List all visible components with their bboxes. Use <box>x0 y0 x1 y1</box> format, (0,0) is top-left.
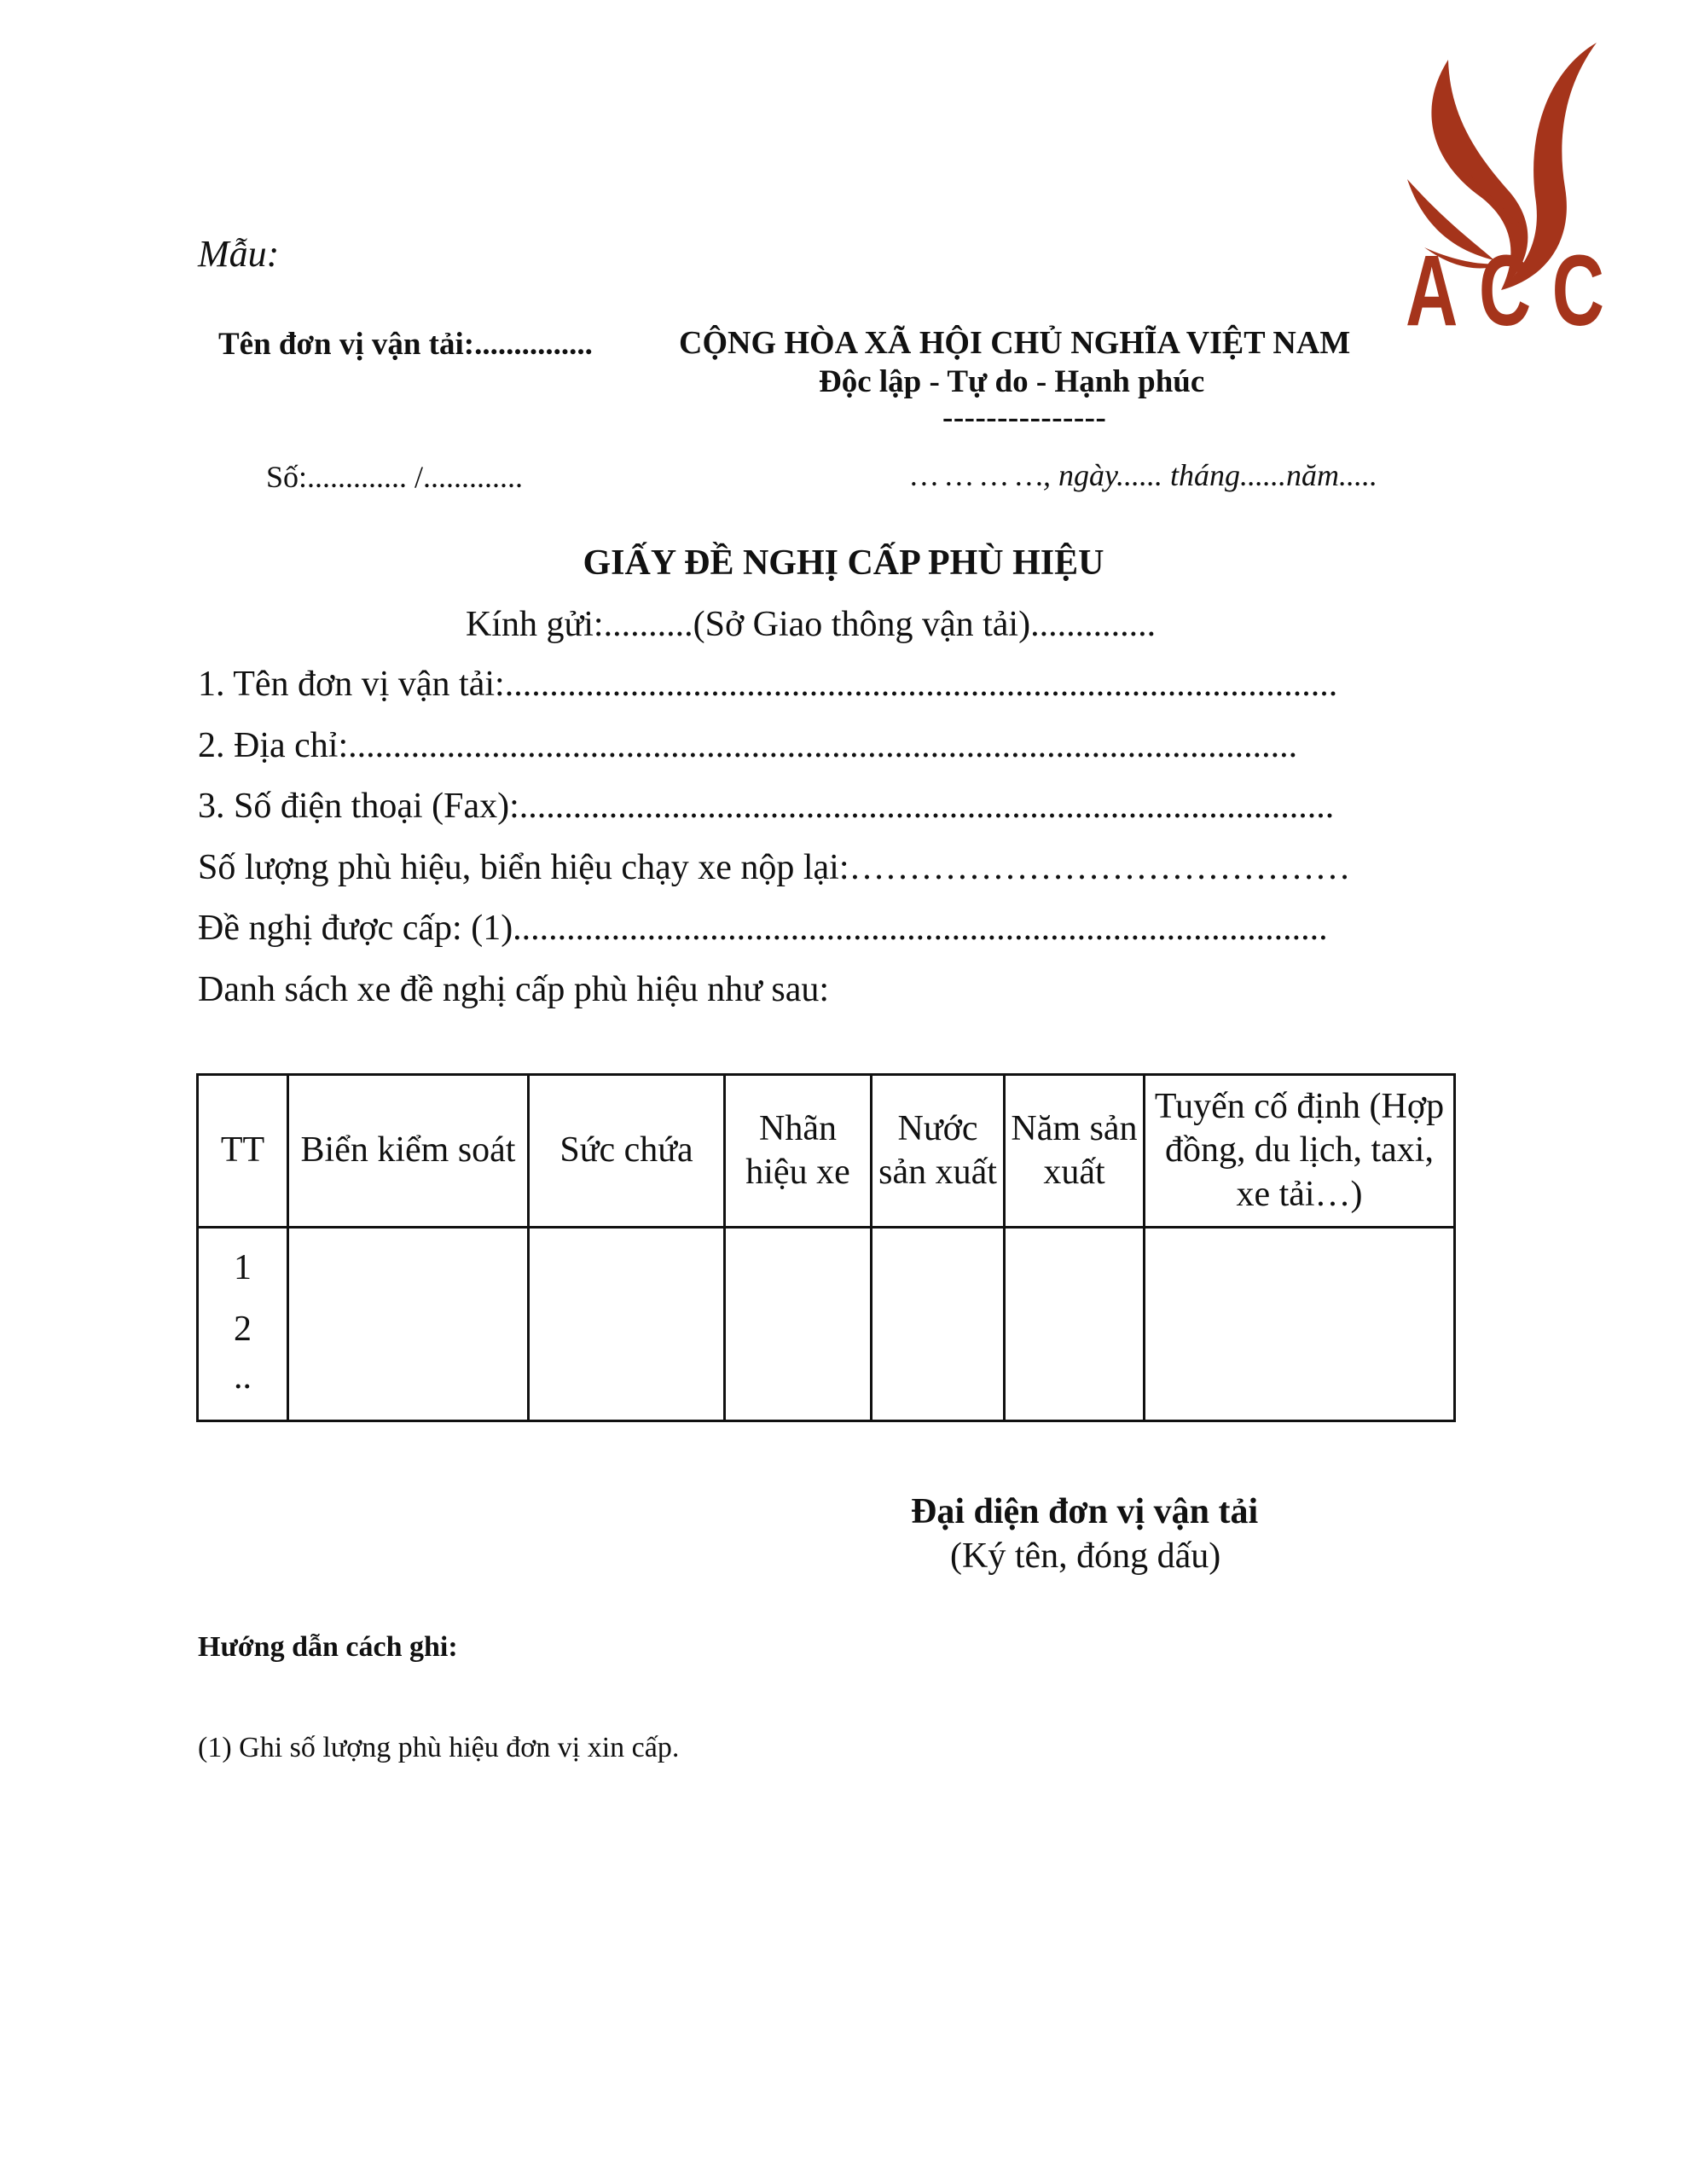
field-requested-count: Đề nghị được cấp: (1)........................................................................................... <box>198 909 1328 948</box>
col-header-plate: Biển kiểm soát <box>288 1075 529 1228</box>
table-cell <box>1005 1228 1145 1421</box>
row-number: 2 <box>234 1310 252 1349</box>
tt-cell <box>198 1228 288 1421</box>
col-header-tt: TT <box>198 1075 288 1228</box>
row-number: .. <box>234 1357 252 1397</box>
page-title: GIẤY ĐỀ NGHỊ CẤP PHÙ HIỆU <box>583 543 1104 583</box>
col-header-route: Tuyến cố định (Hợp đồng, du lịch, taxi, xe tải…) <box>1145 1075 1455 1228</box>
table-row <box>198 1228 1455 1421</box>
field-unit-name: 1. Tên đơn vị vận tải:............................................................................................. <box>198 665 1338 704</box>
table-cell <box>725 1228 872 1421</box>
col-header-brand: Nhãn hiệu xe <box>725 1075 872 1228</box>
table-cell <box>529 1228 725 1421</box>
col-header-year: Năm sản xuất <box>1005 1075 1145 1228</box>
table-cell <box>872 1228 1005 1421</box>
form-code-label: Mẫu: <box>198 233 280 275</box>
table-header-row <box>198 1075 1455 1228</box>
field-phone-fax: 3. Số điện thoại (Fax):........................................................................................... <box>198 787 1335 826</box>
acc-logo-text: ACC <box>1406 235 1626 347</box>
field-address: 2. Địa chỉ:.......................................................................................................... <box>198 726 1298 765</box>
transport-unit-name-line: Tên đơn vị vận tải:............... <box>218 327 593 362</box>
header-divider: --------------- <box>942 400 1107 435</box>
representative-title: Đại diện đơn vị vận tải <box>911 1492 1259 1531</box>
national-title: CỘNG HÒA XÃ HỘI CHỦ NGHĨA VIỆT NAM <box>679 325 1351 361</box>
national-motto: Độc lập - Tự do - Hạnh phúc <box>819 364 1205 399</box>
col-header-capacity: Sức chứa <box>529 1075 725 1228</box>
table-cell <box>1145 1228 1455 1421</box>
guide-title: Hướng dẫn cách ghi: <box>198 1631 458 1663</box>
row-number: 1 <box>234 1248 252 1287</box>
document-number-line: Số:............. /............. <box>266 460 524 494</box>
table-cell <box>288 1228 529 1421</box>
col-header-country: Nước sản xuất <box>872 1075 1005 1228</box>
field-returned-badges: Số lượng phù hiệu, biển hiệu chạy xe nộp lại:…………………………………… <box>198 848 1351 887</box>
vehicle-table <box>196 1073 1456 1422</box>
guide-note: (1) Ghi số lượng phù hiệu đơn vị xin cấp. <box>198 1732 680 1763</box>
signature-instruction: (Ký tên, đóng dấu) <box>950 1536 1221 1576</box>
recipient-line: Kính gửi:..........(Sở Giao thông vận tải).............. <box>466 605 1157 644</box>
vehicle-list-intro: Danh sách xe đề nghị cấp phù hiệu như sau: <box>198 970 830 1009</box>
date-line: … … … …, ngày...... tháng......năm..... <box>911 458 1378 492</box>
